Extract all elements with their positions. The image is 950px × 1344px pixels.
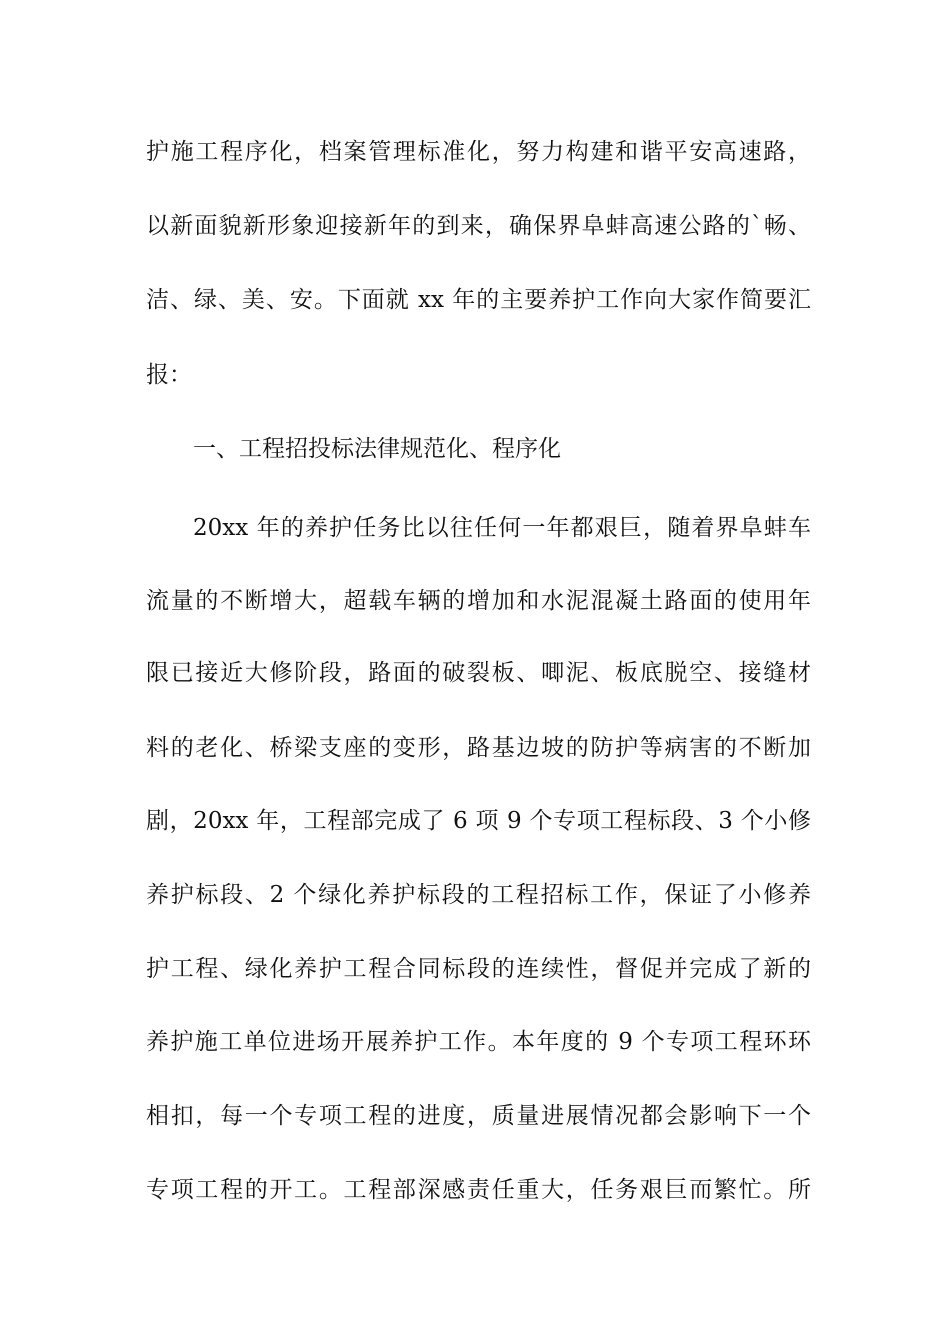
paragraph-line: 20xx 年的养护任务比以往任何一年都艰巨，随着界阜蚌车 [193,515,811,541]
paragraph-line: 以新面貌新形象迎接新年的到来，确保界阜蚌高速公路的`畅、 [146,213,811,239]
paragraph-line: 报： [146,362,192,388]
paragraph-line: 限已接近大修阶段，路面的破裂板、唧泥、板底脱空、接缝材 [146,660,811,686]
paragraph-line: 洁、绿、美、安。下面就 xx 年的主要养护工作向大家作简要汇 [146,287,811,313]
paragraph-line: 剧，20xx 年，工程部完成了 6 项 9 个专项工程标段、3 个小修 [146,808,811,834]
paragraph-line: 养护标段、2 个绿化养护标段的工程招标工作，保证了小修养 [146,882,811,908]
paragraph-line: 专项工程的开工。工程部深感责任重大，任务艰巨而繁忙。所 [146,1177,811,1203]
paragraph-line: 护施工程序化，档案管理标准化，努力构建和谐平安高速路， [146,139,811,165]
paragraph-line: 相扣，每一个专项工程的进度，质量进展情况都会影响下一个 [146,1103,811,1129]
paragraph-line: 料的老化、桥梁支座的变形，路基边坡的防护等病害的不断加 [146,735,811,761]
paragraph-line: 护工程、绿化养护工程合同标段的连续性，督促并完成了新的 [146,956,811,982]
paragraph-line: 养护施工单位进场开展养护工作。本年度的 9 个专项工程环环 [146,1029,811,1055]
section-heading: 一、工程招投标法律规范化、程序化 [193,436,561,462]
paragraph-line: 流量的不断增大，超载车辆的增加和水泥混凝土路面的使用年 [146,588,811,614]
